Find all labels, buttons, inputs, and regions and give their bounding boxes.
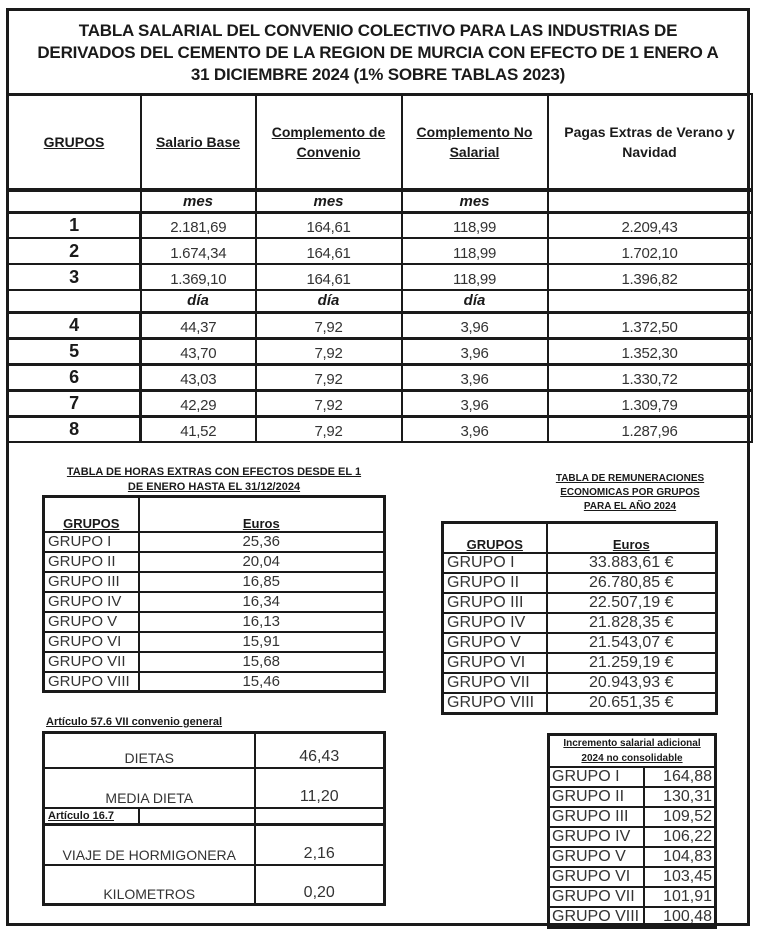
col-grupos: GRUPOS	[44, 497, 139, 532]
grupo-number: 3	[8, 264, 141, 290]
table-row	[443, 573, 717, 593]
complemento-convenio-value: 7,92	[256, 364, 402, 390]
euros-value: 15,91	[139, 632, 385, 652]
euros-value: 20,04	[139, 552, 385, 572]
article-16-7-row	[44, 808, 385, 825]
pagas-extras-value: 1.396,82	[548, 264, 752, 290]
concepto-label: KILOMETROS	[44, 865, 255, 905]
concepto-label: VIAJE DE HORMIGONERA	[44, 825, 255, 865]
incremento-table	[547, 733, 717, 929]
complemento-no-salarial-value: 118,99	[402, 238, 548, 264]
table-row	[443, 593, 717, 613]
euros-value: 21.828,35 €	[547, 613, 717, 633]
concepto-value: 0,20	[255, 865, 385, 905]
col-grupos: GRUPOS	[443, 523, 547, 553]
grupo-label: GRUPO II	[44, 552, 139, 572]
pagas-extras-value: 1.372,50	[548, 312, 752, 338]
unit-row-dia	[8, 290, 752, 312]
complemento-convenio-value: 7,92	[256, 390, 402, 416]
pagas-extras-value: 1.352,30	[548, 338, 752, 364]
salario-base-value: 2.181,69	[141, 212, 256, 238]
remuneraciones-title: TABLA DE REMUNERACIONES ECONOMICAS POR GRUPOS PARA EL AÑO 2024	[555, 473, 705, 512]
grupo-label: GRUPO VII	[549, 887, 644, 907]
horas-extras-header	[44, 497, 385, 532]
table-row	[549, 827, 716, 847]
grupo-label: GRUPO V	[44, 612, 139, 632]
concepto-value: 2,16	[255, 825, 385, 865]
incremento-value: 106,22	[644, 827, 716, 847]
euros-value: 16,85	[139, 572, 385, 592]
table-row	[8, 212, 752, 238]
euros-value: 16,13	[139, 612, 385, 632]
euros-value: 22.507,19 €	[547, 593, 717, 613]
table-row	[8, 264, 752, 290]
unit-label: mes	[402, 190, 548, 212]
table-row	[549, 847, 716, 867]
grupo-number: 6	[8, 364, 141, 390]
table-row	[549, 807, 716, 827]
salario-base-value: 43,03	[141, 364, 256, 390]
euros-value: 21.543,07 €	[547, 633, 717, 653]
table-row	[8, 338, 752, 364]
grupo-label: GRUPO IV	[549, 827, 644, 847]
salario-base-value: 43,70	[141, 338, 256, 364]
table-row	[8, 238, 752, 264]
concepto-value: 11,20	[255, 768, 385, 808]
pagas-extras-value: 1.287,96	[548, 416, 752, 442]
euros-value: 15,46	[139, 672, 385, 692]
grupo-label: GRUPO VI	[443, 653, 547, 673]
unit-row-mes	[8, 190, 752, 212]
salario-base-value: 1.369,10	[141, 264, 256, 290]
salario-base-value: 44,37	[141, 312, 256, 338]
grupo-label: GRUPO I	[443, 553, 547, 573]
table-row	[44, 532, 385, 552]
remuneraciones-table	[441, 521, 718, 715]
grupo-label: GRUPO VII	[443, 673, 547, 693]
table-row	[44, 632, 385, 652]
grupo-number: 7	[8, 390, 141, 416]
grupo-label: GRUPO III	[549, 807, 644, 827]
table-row	[549, 787, 716, 807]
grupo-label: GRUPO VII	[44, 652, 139, 672]
table-row	[443, 613, 717, 633]
incremento-value: 104,83	[644, 847, 716, 867]
table-row	[549, 767, 716, 787]
dietas-article-title: Artículo 57.6 VII convenio general	[46, 716, 223, 728]
table-row	[44, 652, 385, 672]
euros-value: 20.651,35 €	[547, 693, 717, 714]
pagas-extras-value: 1.702,10	[548, 238, 752, 264]
incremento-value: 130,31	[644, 787, 716, 807]
table-row	[44, 572, 385, 592]
complemento-no-salarial-value: 3,96	[402, 338, 548, 364]
horas-extras-table	[42, 495, 386, 693]
incremento-title: Incremento salarial adicional 2024 no consolidable	[549, 735, 716, 768]
incremento-header	[549, 735, 716, 768]
grupo-number: 8	[8, 416, 141, 442]
grupo-number: 4	[8, 312, 141, 338]
euros-value: 33.883,61 €	[547, 553, 717, 573]
grupo-label: GRUPO VIII	[549, 907, 644, 928]
unit-label: día	[141, 290, 256, 312]
unit-label: día	[402, 290, 548, 312]
complemento-no-salarial-value: 3,96	[402, 416, 548, 442]
title-line-3: 31 DICIEMBRE 2024 (1% SOBRE TABLAS 2023)	[190, 65, 566, 84]
table-row	[44, 733, 385, 768]
header-grupos: GRUPOS	[8, 94, 141, 190]
grupo-label: GRUPO VI	[44, 632, 139, 652]
complemento-no-salarial-value: 3,96	[402, 364, 548, 390]
grupo-label: GRUPO V	[443, 633, 547, 653]
pagas-extras-value: 1.309,79	[548, 390, 752, 416]
header-pagas-extras: Pagas Extras de Verano y Navidad	[548, 94, 752, 190]
incremento-value: 100,48	[644, 907, 716, 928]
euros-value: 15,68	[139, 652, 385, 672]
complemento-no-salarial-value: 3,96	[402, 390, 548, 416]
document-title	[6, 8, 750, 96]
euros-value: 16,34	[139, 592, 385, 612]
complemento-convenio-value: 164,61	[256, 264, 402, 290]
table-row	[8, 364, 752, 390]
horas-extras-title: TABLA DE HORAS EXTRAS CON EFECTOS DESDE EL 1 DE ENERO HASTA EL 31/12/2024	[66, 466, 362, 493]
euros-value: 20.943,93 €	[547, 673, 717, 693]
article-16-7-label: Artículo 16.7	[44, 808, 139, 825]
complemento-no-salarial-value: 3,96	[402, 312, 548, 338]
table-row	[8, 312, 752, 338]
grupo-label: GRUPO IV	[44, 592, 139, 612]
grupo-label: GRUPO VI	[549, 867, 644, 887]
euros-value: 25,36	[139, 532, 385, 552]
table-row	[8, 390, 752, 416]
dietas-table	[42, 731, 386, 906]
header-complemento-convenio: Complemento de Convenio	[256, 94, 402, 190]
grupo-label: GRUPO I	[549, 767, 644, 787]
salario-base-value: 1.674,34	[141, 238, 256, 264]
complemento-no-salarial-value: 118,99	[402, 212, 548, 238]
col-euros: Euros	[547, 523, 717, 553]
salario-base-value: 42,29	[141, 390, 256, 416]
header-salario-base: Salario Base	[141, 94, 256, 190]
table-row	[549, 887, 716, 907]
euros-value: 21.259,19 €	[547, 653, 717, 673]
title-line-1: TABLA SALARIAL DEL CONVENIO COLECTIVO PARA LAS INDUSTRIAS DE	[78, 21, 678, 40]
salario-base-value: 41,52	[141, 416, 256, 442]
complemento-convenio-value: 7,92	[256, 416, 402, 442]
table-row	[443, 553, 717, 573]
header-complemento-no-salarial: Complemento No Salarial	[402, 94, 548, 190]
incremento-value: 109,52	[644, 807, 716, 827]
table-row	[44, 865, 385, 905]
concepto-value: 46,43	[255, 733, 385, 768]
grupo-label: GRUPO VIII	[44, 672, 139, 692]
salary-table	[6, 93, 753, 443]
table-row	[549, 907, 716, 928]
pagas-extras-value: 2.209,43	[548, 212, 752, 238]
complemento-convenio-value: 7,92	[256, 312, 402, 338]
complemento-convenio-value: 7,92	[256, 338, 402, 364]
table-row	[549, 867, 716, 887]
table-row	[44, 768, 385, 808]
grupo-label: GRUPO III	[44, 572, 139, 592]
unit-label: mes	[256, 190, 402, 212]
grupo-label: GRUPO II	[549, 787, 644, 807]
remuneraciones-header	[443, 523, 717, 553]
complemento-convenio-value: 164,61	[256, 238, 402, 264]
table-row	[443, 673, 717, 693]
unit-label: día	[256, 290, 402, 312]
grupo-label: GRUPO I	[44, 532, 139, 552]
grupo-label: GRUPO VIII	[443, 693, 547, 714]
grupo-label: GRUPO IV	[443, 613, 547, 633]
grupo-number: 2	[8, 238, 141, 264]
complemento-no-salarial-value: 118,99	[402, 264, 548, 290]
grupo-number: 5	[8, 338, 141, 364]
salary-table-header	[8, 94, 752, 190]
concepto-label: DIETAS	[44, 733, 255, 768]
complemento-convenio-value: 164,61	[256, 212, 402, 238]
grupo-label: GRUPO V	[549, 847, 644, 867]
concepto-label: MEDIA DIETA	[44, 768, 255, 808]
table-row	[8, 416, 752, 442]
table-row	[44, 592, 385, 612]
euros-value: 26.780,85 €	[547, 573, 717, 593]
incremento-value: 164,88	[644, 767, 716, 787]
table-row	[44, 552, 385, 572]
table-row	[44, 672, 385, 692]
table-row	[443, 653, 717, 673]
grupo-number: 1	[8, 212, 141, 238]
incremento-value: 101,91	[644, 887, 716, 907]
grupo-label: GRUPO III	[443, 593, 547, 613]
title-line-2: DERIVADOS DEL CEMENTO DE LA REGION DE MURCIA CON EFECTO DE 1 ENERO A	[37, 43, 719, 62]
col-euros: Euros	[139, 497, 385, 532]
table-row	[44, 825, 385, 865]
grupo-label: GRUPO II	[443, 573, 547, 593]
pagas-extras-value: 1.330,72	[548, 364, 752, 390]
unit-label: mes	[141, 190, 256, 212]
incremento-value: 103,45	[644, 867, 716, 887]
table-row	[443, 693, 717, 714]
table-row	[443, 633, 717, 653]
table-row	[44, 612, 385, 632]
